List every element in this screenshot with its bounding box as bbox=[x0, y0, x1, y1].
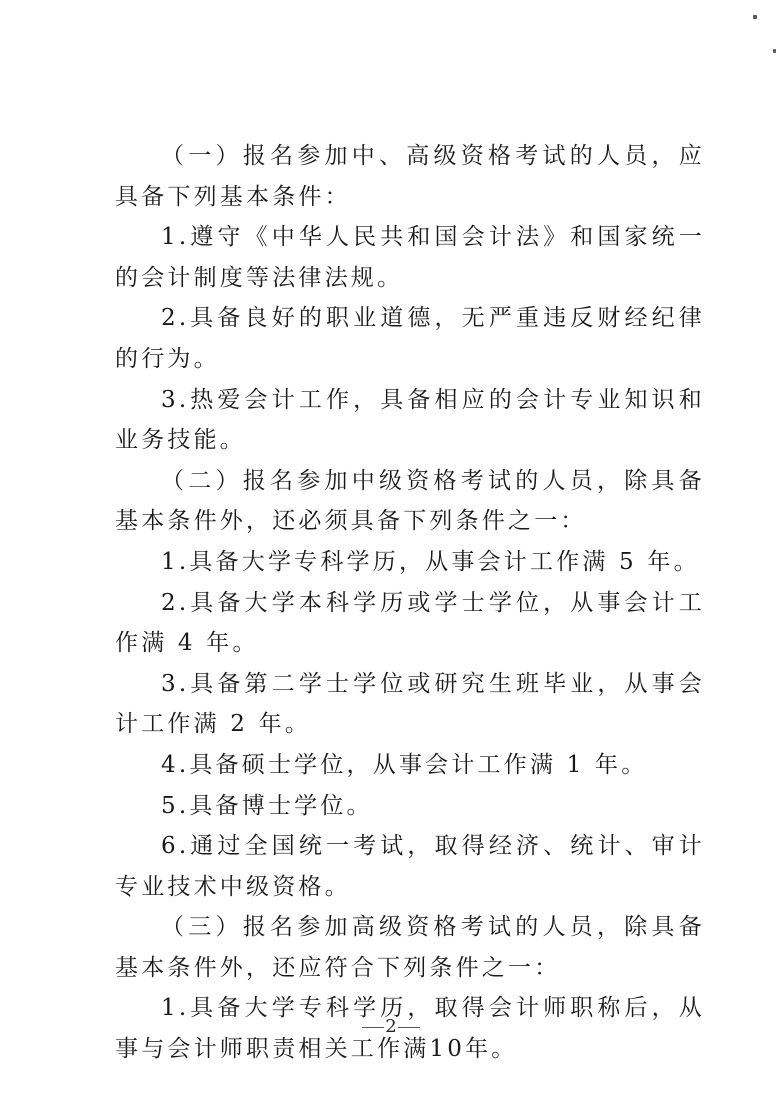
page-number-footer bbox=[0, 1016, 782, 1037]
paragraph-intermediate-condition-2: 2.具备大学本科学历或学士学位，从事会计工作满 4 年。 bbox=[115, 589, 705, 657]
paragraph-intermediate-condition-3: 3.具备第二学士学位或研究生班毕业，从事会计工作满 2 年。 bbox=[115, 670, 705, 738]
paragraph-basic-condition-1: 1.遵守《中华人民共和国会计法》和国家统一的会计制度等法律法规。 bbox=[115, 224, 705, 291]
paragraph-section-2-heading: （二）报名参加中级资格考试的人员，除具备基本条件外，还必须具备下列条件之一： bbox=[115, 467, 705, 535]
dash-right bbox=[398, 1027, 420, 1028]
dash-left bbox=[362, 1027, 384, 1028]
paragraph-intermediate-condition-6: 6.通过全国统一考试，取得经济、统计、审计专业技术中级资格。 bbox=[115, 833, 705, 900]
scan-artifact-mark bbox=[773, 49, 776, 53]
paragraph-intermediate-condition-4: 4.具备硕士学位，从事会计工作满 1 年。 bbox=[161, 751, 648, 778]
scan-artifact-mark bbox=[753, 15, 757, 19]
page-number: 2 bbox=[385, 1016, 397, 1037]
paragraph-senior-condition-1: 1.具备大学专科学历，取得会计师职称后，从事与会计师职责相关工作满10年。 bbox=[115, 995, 705, 1063]
document-body bbox=[115, 136, 705, 1070]
paragraph-intermediate-condition-5: 5.具备博士学位。 bbox=[161, 792, 373, 819]
paragraph-section-1-heading: （一）报名参加中、高级资格考试的人员，应具备下列基本条件： bbox=[115, 143, 705, 210]
paragraph-intermediate-condition-1: 1.具备大学专科学历，从事会计工作满 5 年。 bbox=[161, 548, 700, 575]
paragraph-basic-condition-2: 2.具备良好的职业道德，无严重违反财经纪律的行为。 bbox=[115, 305, 705, 372]
paragraph-basic-condition-3: 3.热爱会计工作，具备相应的会计专业知识和业务技能。 bbox=[115, 386, 705, 454]
paragraph-section-3-heading: （三）报名参加高级资格考试的人员，除具备基本条件外，还应符合下列条件之一： bbox=[115, 914, 705, 981]
